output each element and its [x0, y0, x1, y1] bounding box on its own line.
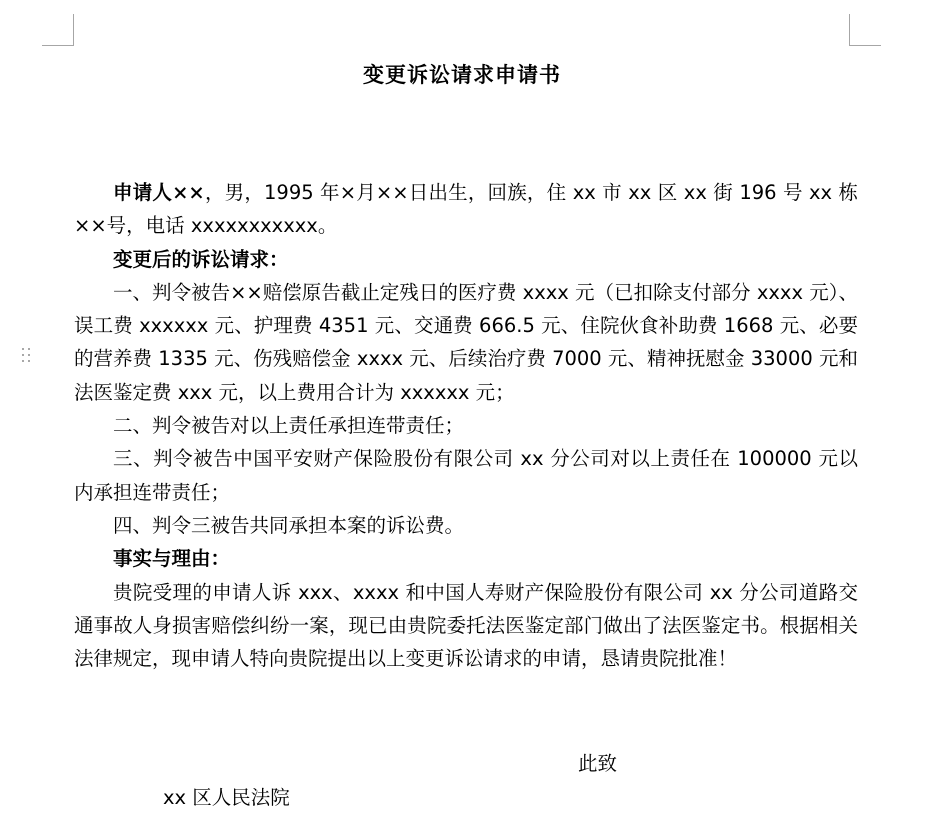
crop-mark-top-right-horizontal [849, 45, 881, 46]
drag-handle-icon[interactable] [22, 348, 32, 364]
facts-heading: 事实与理由： [113, 547, 231, 571]
applicant-paragraph [74, 176, 858, 243]
claims-heading: 变更后的诉讼请求： [113, 247, 289, 271]
applicant-details: ，男，1995 年×月××日出生，回族，住 xx 市 xx 区 xx 街 196 号 xx 栋××号，电话 xxxxxxxxxxx。 [74, 181, 858, 238]
document-body[interactable] [74, 176, 858, 675]
claim-item-4: 四、判令三被告共同承担本案的诉讼费。 [113, 513, 465, 537]
crop-mark-top-left-vertical [73, 14, 74, 46]
document-title: 变更诉讼请求申请书 [363, 62, 561, 87]
claim-item-1: 一、判令被告××赔偿原告截止定残日的医疗费 xxxx 元（已扣除支付部分 xxxx 元）、误工费 xxxxxx 元、护理费 4351 元、交通费 666.5 元、住院伙食补助费 1668 元、必要的营养费 1335 元、伤残赔偿金 xxxx 元、后续治疗费 7000 元、精神抚慰金 33000 元和法医鉴定费 xxx 元，以上费用合计为 xxxxxx 元； [74, 280, 858, 404]
facts-paragraph: 贵院受理的申请人诉 xxx、xxxx 和中国人寿财产保险股份有限公司 xx 分公司道路交通事故人身损害赔偿纠纷一案，现已由贵院委托法医鉴定部门做出了法医鉴定书。根据相关法律规定，现申请人特向贵院提出以上变更诉讼请求的申请，恳请贵院批准！ [74, 580, 858, 671]
crop-mark-top-left-horizontal [42, 45, 74, 46]
applicant-label: 申请人×× [113, 181, 205, 204]
closing-salutation: 此致 [578, 752, 618, 775]
claim-item-2: 二、判令被告对以上责任承担连带责任； [113, 414, 465, 438]
addressee-court: xx 区人民法院 [163, 786, 290, 809]
claim-item-3: 三、判令被告中国平安财产保险股份有限公司 xx 分公司对以上责任在 100000 元以内承担连带责任； [74, 447, 858, 504]
crop-mark-top-right-vertical [849, 14, 850, 46]
